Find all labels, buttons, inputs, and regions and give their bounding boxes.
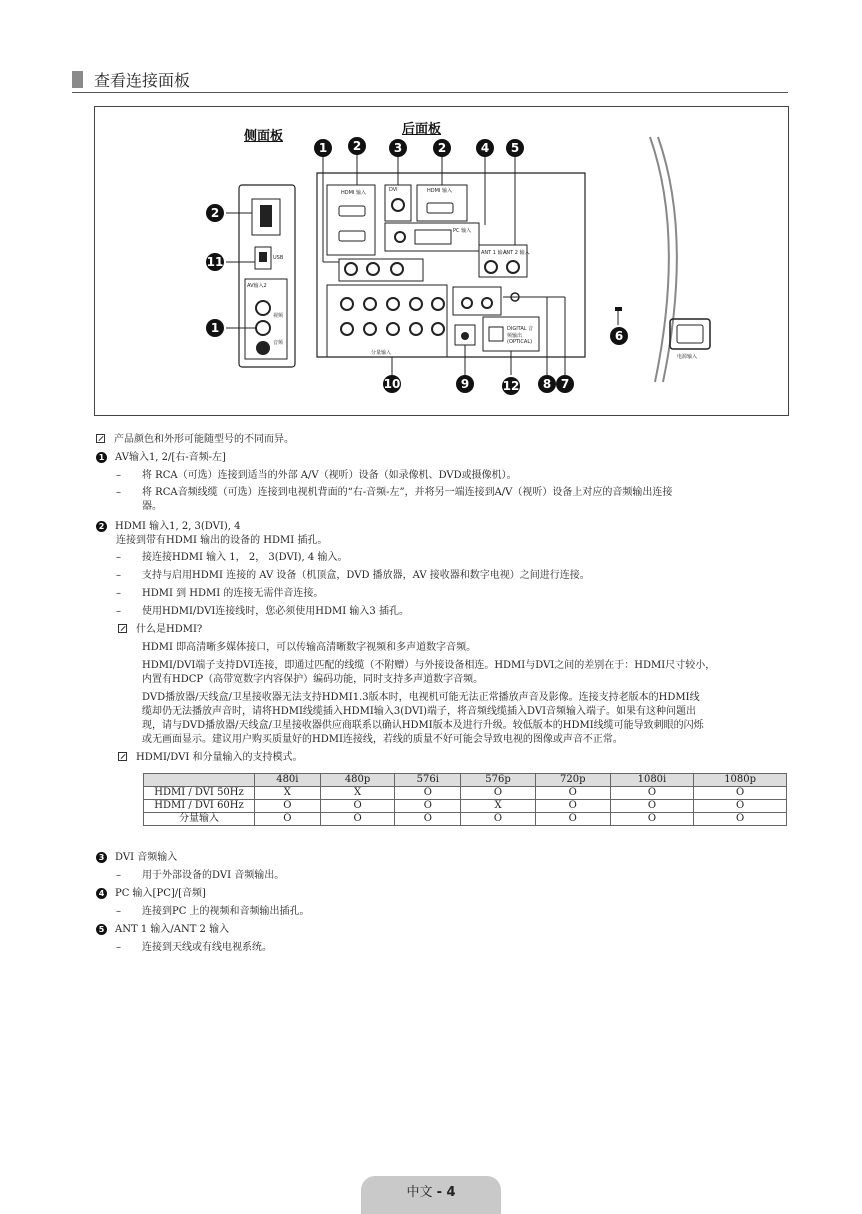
sub-note-line: HDMI/DVI 和分量输入的支持模式。: [118, 751, 303, 764]
callout-8: 8: [538, 375, 556, 393]
sub-line: 现，请与DVD播放器/天线盒/卫星接收器供应商联系以确认HDMI版本及进行升级。较低版本的HDMI线缆可能导致刺眼的闪烁: [142, 720, 704, 731]
table-cell: O: [610, 813, 694, 826]
table-cell: O: [535, 813, 610, 826]
table-cell: O: [610, 800, 694, 813]
table-cell: O: [255, 800, 321, 813]
table-header-cell: 576p: [461, 774, 536, 787]
callout-9: 9: [456, 375, 474, 393]
number-badge: 5: [96, 924, 107, 935]
table-cell: X: [461, 800, 536, 813]
table-row: [144, 787, 787, 800]
callout-6: 6: [610, 327, 628, 345]
table-cell: O: [395, 813, 461, 826]
sub-line: 内置有HDCP（高带宽数字内容保护）编码功能，同时支持多声道数字音频。: [142, 674, 484, 685]
table-cell: O: [694, 800, 787, 813]
digital-audio-out-label: DIGITAL 音频输出 (OPTICAL): [507, 326, 534, 345]
table-cell: O: [395, 787, 461, 800]
sub-line: 或无画面显示。建议用户购买质量好的HDMI连接线，若线的质量不好可能会导致电视的图像或声音不正常。: [142, 734, 623, 745]
connection-panel-diagram: [94, 106, 789, 416]
callout-1-rear: 1: [314, 139, 332, 157]
dash-line: – 支持与启用HDMI 连接的 AV 设备（机顶盒，DVD 播放器，AV 接收器和数字电视）之间进行连接。: [116, 570, 590, 581]
audio-label: 音频: [273, 340, 284, 346]
sub-line: DVD播放器/天线盒/卫星接收器无法支持HDMI1.3版本时，电视机可能无法正常播放声音及影像。连接支持老版本的HDMI线: [142, 692, 700, 703]
supported-modes-table: [143, 773, 787, 826]
callout-12: 12: [502, 379, 520, 393]
usb-label: USB: [273, 255, 284, 261]
callout-10: 10: [383, 377, 401, 391]
sub-line: HDMI/DVI端子支持DVI连接，即通过匹配的线缆（不附赠）与外接设备相连。HDMI与DVI之间的差别在于：HDMI尺寸较小，: [142, 660, 716, 671]
dvi-label: DVI: [389, 187, 398, 193]
note-icon: [96, 434, 105, 443]
item-3-heading: 3 DVI 音频输入: [96, 851, 177, 864]
callout-2-rear-right: 2: [433, 139, 451, 157]
table-cell: O: [395, 800, 461, 813]
dash-line: – 将 RCA音频线缆（可选）连接到电视机背面的“右-音频-左”，并将另一端连接到A/V（视听）设备上对应的音频输出连接: [116, 487, 673, 498]
page-number: - 4: [436, 1185, 456, 1200]
dash-line: – 使用HDMI/DVI连接线时，您必须使用HDMI 输入3 插孔。: [116, 606, 409, 617]
table-header-cell: 1080p: [694, 774, 787, 787]
item-1-heading: 1 AV输入1, 2/[右-音频-左]: [96, 451, 226, 464]
table-cell: O: [255, 813, 321, 826]
title-marker: [72, 71, 83, 88]
number-badge: 1: [96, 452, 107, 463]
dash-line: – HDMI 到 HDMI 的连接无需伴音连接。: [116, 588, 324, 599]
ant1-label: ANT 1 输入: [481, 250, 508, 256]
table-cell: O: [694, 813, 787, 826]
table-header-cell: 1080i: [610, 774, 694, 787]
dash-line: – 接连接HDMI 输入 1， 2， 3(DVI), 4 输入。: [116, 552, 348, 563]
note-icon: [118, 752, 127, 761]
note-icon: [118, 624, 127, 633]
item-5-heading: 5 ANT 1 输入/ANT 2 输入: [96, 923, 229, 936]
hdmi-in-label-left: HDMI 输入: [341, 190, 366, 196]
callout-3: 3: [389, 139, 407, 157]
dash-line: – 将 RCA（可选）连接到适当的外部 A/V（视听）设备（如录像机、DVD或摄像机）。: [116, 470, 517, 481]
component-in-label: 分量输入: [371, 350, 392, 356]
callout-5: 5: [506, 139, 524, 157]
table-row: [144, 800, 787, 813]
item-2-heading: 2 HDMI 输入1, 2, 3(DVI), 4: [96, 520, 240, 533]
page-title: 查看连接面板: [94, 71, 191, 90]
table-row-label: HDMI / DVI 50Hz: [144, 787, 255, 800]
table-cell: O: [461, 787, 536, 800]
dash-line: – 连接到天线或有线电视系统。: [116, 942, 272, 953]
dash-line: – 用于外部设备的DVI 音频输出。: [116, 870, 285, 881]
table-cell: X: [255, 787, 321, 800]
section-title-bar: [72, 68, 788, 93]
table-cell: X: [320, 787, 395, 800]
table-header-cell: 576i: [395, 774, 461, 787]
av-in2-label: AV输入2: [247, 283, 267, 289]
rear-panel-label: 后面板: [402, 122, 442, 137]
pc-in-label: PC 输入: [453, 228, 472, 234]
page-footer: [361, 1176, 501, 1214]
table-corner-cell: [144, 774, 255, 787]
table-header-cell: 480p: [320, 774, 395, 787]
number-badge: 3: [96, 852, 107, 863]
sub-line: HDMI 即高清晰多媒体接口，可以传输高清晰数字视频和多声道数字音频。: [142, 642, 477, 653]
indent-line: 连接到带有HDMI 输出的设备的 HDMI 插孔。: [116, 535, 328, 546]
continued-line: 器。: [142, 501, 162, 512]
table-header-cell: 720p: [535, 774, 610, 787]
callout-1-side: 1: [206, 319, 224, 337]
callout-11: 11: [206, 255, 224, 269]
power-in-label: 电源输入: [677, 354, 698, 360]
callout-2-rear-left: 2: [348, 137, 366, 155]
table-header-cell: 480i: [255, 774, 321, 787]
sub-line: 缆却仍无法播放声音时，请将HDMI线缆插入HDMI输入3(DVI)端子，将音频线缆插入DVI音频输入端子。如果有这种问题出: [142, 706, 697, 717]
video-label: 视频: [273, 313, 284, 319]
item-4-heading: 4 PC 输入[PC]/[音频]: [96, 887, 206, 900]
number-badge: 4: [96, 888, 107, 899]
table-cell: O: [535, 800, 610, 813]
table-row-label: HDMI / DVI 60Hz: [144, 800, 255, 813]
callout-2-side: 2: [206, 204, 224, 222]
table-cell: O: [320, 800, 395, 813]
number-badge: 2: [96, 521, 107, 532]
ant2-label: ANT 2 输入: [503, 250, 530, 256]
table-row: [144, 813, 787, 826]
table-cell: O: [461, 813, 536, 826]
callout-4: 4: [476, 139, 494, 157]
table-cell: O: [610, 787, 694, 800]
side-panel-label: 侧面板: [244, 129, 284, 144]
table-header-row: [144, 774, 787, 787]
sub-note-line: 什么是HDMI?: [118, 623, 202, 636]
note-line: 产品颜色和外形可能随型号的不同而异。: [96, 433, 294, 446]
table-row-label: 分量输入: [144, 813, 255, 826]
table-cell: O: [320, 813, 395, 826]
footer-language: 中文: [406, 1185, 433, 1200]
table-cell: O: [694, 787, 787, 800]
hdmi-in-label-right: HDMI 输入: [427, 188, 452, 194]
callout-7: 7: [556, 375, 574, 393]
table-cell: O: [535, 787, 610, 800]
dash-line: – 连接到PC 上的视频和音频输出插孔。: [116, 906, 310, 917]
